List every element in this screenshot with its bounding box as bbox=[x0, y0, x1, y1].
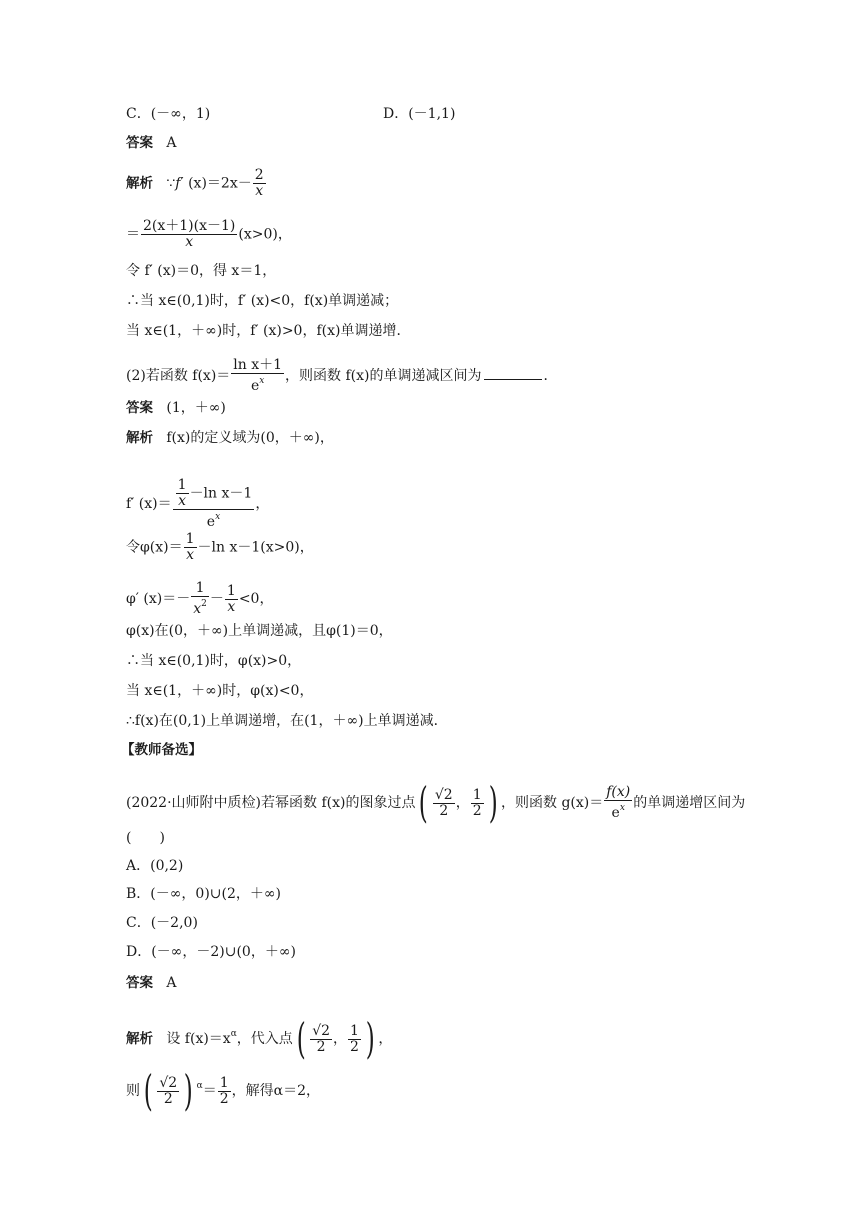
fraction bbox=[184, 532, 197, 563]
answer-1 bbox=[126, 133, 176, 153]
analysis-label: 解析 bbox=[126, 430, 153, 446]
expression-text: 令φ(x)＝ bbox=[126, 539, 183, 556]
equals-sign: ＝ bbox=[202, 1083, 217, 1099]
denominator-base: e bbox=[611, 805, 620, 821]
fraction-denominator: 2 bbox=[219, 1090, 229, 1107]
fraction-numerator: 1 bbox=[226, 582, 236, 599]
inner-fraction bbox=[176, 478, 189, 509]
fraction-numerator: 1 bbox=[350, 1022, 359, 1039]
denominator-base: e bbox=[250, 378, 260, 394]
left-paren: ( bbox=[419, 778, 429, 827]
solution-2-line-3 bbox=[126, 532, 314, 563]
point-y bbox=[348, 1024, 361, 1055]
denominator-base: e bbox=[206, 514, 216, 530]
question-text: (2)若函数 f(x)＝ bbox=[126, 368, 231, 384]
comma: ， bbox=[255, 496, 270, 512]
fraction-numerator bbox=[173, 478, 255, 510]
fraction-denominator bbox=[604, 801, 632, 821]
option-row bbox=[126, 104, 456, 124]
answer-blank bbox=[484, 367, 542, 380]
solution-3-line-1 bbox=[126, 1014, 393, 1063]
fraction bbox=[191, 581, 209, 617]
fraction-denominator: 2 bbox=[316, 1038, 326, 1055]
fraction-denominator: x bbox=[227, 598, 236, 615]
numerator-rest: －ln x－1 bbox=[189, 485, 253, 502]
expression-text: ，代入点 bbox=[236, 1031, 293, 1047]
solution-2-line-7: 当 x∈(1，＋∞)时，φ(x)<0， bbox=[126, 683, 314, 699]
fraction-numerator: f(x) bbox=[606, 784, 631, 800]
left-paren: ( bbox=[143, 1066, 153, 1115]
fraction-denominator: 2 bbox=[439, 802, 449, 819]
fraction-denominator bbox=[231, 374, 284, 394]
exponent: α bbox=[196, 1081, 203, 1091]
solution-2-line-1 bbox=[126, 428, 334, 448]
fraction-numerator: 2(x＋1)(x－1) bbox=[143, 218, 236, 234]
fraction-denominator: 2 bbox=[163, 1090, 173, 1107]
solution-2-line-6: ∴当 x∈(0,1)时，φ(x)>0， bbox=[126, 653, 302, 669]
solution-1-line-5: 当 x∈(1，＋∞)时，f′ (x)>0，f(x)单调递增． bbox=[126, 323, 411, 339]
fraction-numerator: 1 bbox=[219, 1074, 229, 1091]
option-b: B．(－∞，0)∪(2，＋∞) bbox=[126, 886, 282, 902]
question-text: ，则函数 f(x)的单调递减区间为 bbox=[285, 368, 482, 384]
answer-value: A bbox=[166, 135, 177, 151]
fraction bbox=[157, 1076, 179, 1107]
expression-text: <0， bbox=[238, 591, 274, 607]
fraction-numerator: √2 bbox=[434, 786, 453, 803]
option-d: D．(－∞，－2)∪(0，＋∞) bbox=[126, 944, 296, 960]
expression-text: 设 f(x)＝x bbox=[166, 1031, 231, 1047]
right-paren: ) bbox=[183, 1066, 193, 1115]
compound-fraction bbox=[173, 478, 255, 530]
fraction bbox=[253, 168, 266, 199]
left-paren: ( bbox=[296, 1014, 306, 1063]
answer-label: 答案 bbox=[126, 975, 153, 991]
fraction-numerator: 2 bbox=[254, 167, 264, 183]
denominator-base: x bbox=[193, 601, 202, 617]
fraction bbox=[225, 584, 238, 615]
answer-label: 答案 bbox=[126, 135, 153, 151]
expression-text: (x>0)， bbox=[238, 226, 292, 243]
question-3-paren: ( ) bbox=[126, 830, 165, 846]
solution-3-line-2 bbox=[126, 1066, 320, 1115]
expression-text: －ln x－1(x>0)， bbox=[197, 539, 314, 556]
point-x bbox=[433, 788, 455, 819]
fraction bbox=[218, 1076, 231, 1107]
because-symbol: ∵ bbox=[166, 175, 176, 192]
answer-2 bbox=[126, 398, 226, 418]
fraction-denominator: x bbox=[178, 493, 187, 509]
comma: ， bbox=[455, 795, 470, 811]
question-2 bbox=[126, 358, 558, 394]
point-x bbox=[310, 1024, 332, 1055]
solution-2-line-4 bbox=[126, 581, 273, 617]
fraction bbox=[604, 785, 632, 821]
answer-label: 答案 bbox=[126, 400, 153, 416]
fraction-denominator bbox=[191, 597, 209, 617]
expression-text: 则 bbox=[126, 1083, 140, 1099]
fraction-numerator: 1 bbox=[185, 531, 195, 547]
fraction-denominator: x bbox=[185, 234, 194, 250]
answer-3 bbox=[126, 973, 176, 993]
question-3 bbox=[126, 778, 746, 827]
fraction-denominator: 2 bbox=[350, 1038, 359, 1055]
solution-2-line-2 bbox=[126, 478, 269, 530]
exponent: x bbox=[215, 512, 221, 522]
solution-1-line-2 bbox=[126, 219, 292, 250]
comma: ， bbox=[333, 1031, 348, 1047]
exponent: α bbox=[230, 1029, 237, 1039]
function-symbol: f bbox=[175, 175, 181, 192]
solution-2-line-8: ∴f(x)在(0,1)上单调递增，在(1，＋∞)上单调递减． bbox=[126, 713, 448, 729]
question-text: 的单调递增区间为 bbox=[633, 795, 746, 811]
teacher-heading: 【教师备选】 bbox=[121, 742, 202, 758]
exponent: x bbox=[259, 376, 265, 386]
expression-text: f′ (x)＝ bbox=[126, 496, 172, 512]
right-paren: ) bbox=[365, 1014, 375, 1063]
fraction bbox=[231, 358, 284, 394]
question-text: (2022·山师附中质检)若幂函数 f(x)的图象过点 bbox=[126, 795, 416, 811]
point-y bbox=[471, 788, 484, 819]
option-c: C．(－2,0) bbox=[126, 915, 198, 931]
comma: ， bbox=[378, 1031, 393, 1047]
option-a: A．(0,2) bbox=[126, 858, 184, 874]
question-text: ，则函数 g(x)＝ bbox=[501, 795, 604, 811]
solution-text: f(x)的定义域为(0，＋∞)， bbox=[166, 430, 334, 446]
right-paren: ) bbox=[488, 778, 498, 827]
exponent: 2 bbox=[201, 599, 207, 609]
minus-sign: － bbox=[209, 591, 224, 607]
solution-1-line-4: ∴当 x∈(0,1)时，f′ (x)<0，f(x)单调递减； bbox=[126, 293, 399, 309]
exponent: x bbox=[619, 803, 625, 813]
fraction-numerator: 1 bbox=[472, 786, 482, 803]
fraction bbox=[141, 219, 237, 250]
fraction-denominator: x bbox=[186, 547, 195, 563]
answer-value: (1，＋∞) bbox=[166, 400, 226, 416]
expression-text: φ′ (x)＝－ bbox=[126, 591, 191, 607]
equals-sign: ＝ bbox=[126, 226, 140, 243]
fraction-numerator: √2 bbox=[159, 1074, 178, 1091]
expression-text: ，解得α＝2， bbox=[231, 1083, 320, 1099]
fraction-numerator: √2 bbox=[312, 1022, 331, 1039]
solution-1-line-3: 令 f′ (x)＝0，得 x＝1， bbox=[126, 263, 277, 279]
fraction-numerator: 1 bbox=[177, 477, 187, 493]
option-d: D．(－1,1) bbox=[383, 106, 456, 122]
fraction-denominator bbox=[173, 510, 255, 530]
answer-value: A bbox=[166, 975, 177, 991]
solution-2-line-5: φ(x)在(0，＋∞)上单调递减，且φ(1)＝0， bbox=[126, 623, 393, 639]
analysis-label: 解析 bbox=[126, 175, 153, 192]
fraction-numerator: 1 bbox=[191, 581, 209, 597]
solution-1-line-1 bbox=[126, 168, 267, 199]
analysis-label: 解析 bbox=[126, 1031, 153, 1047]
period: ． bbox=[543, 368, 558, 384]
option-c: C．(－∞，1) bbox=[126, 106, 211, 122]
fraction-numerator: ln x＋1 bbox=[233, 357, 283, 373]
fraction-denominator: x bbox=[255, 183, 264, 199]
expression-text: ′ (x)＝2x－ bbox=[180, 175, 252, 192]
fraction-denominator: 2 bbox=[472, 802, 482, 819]
